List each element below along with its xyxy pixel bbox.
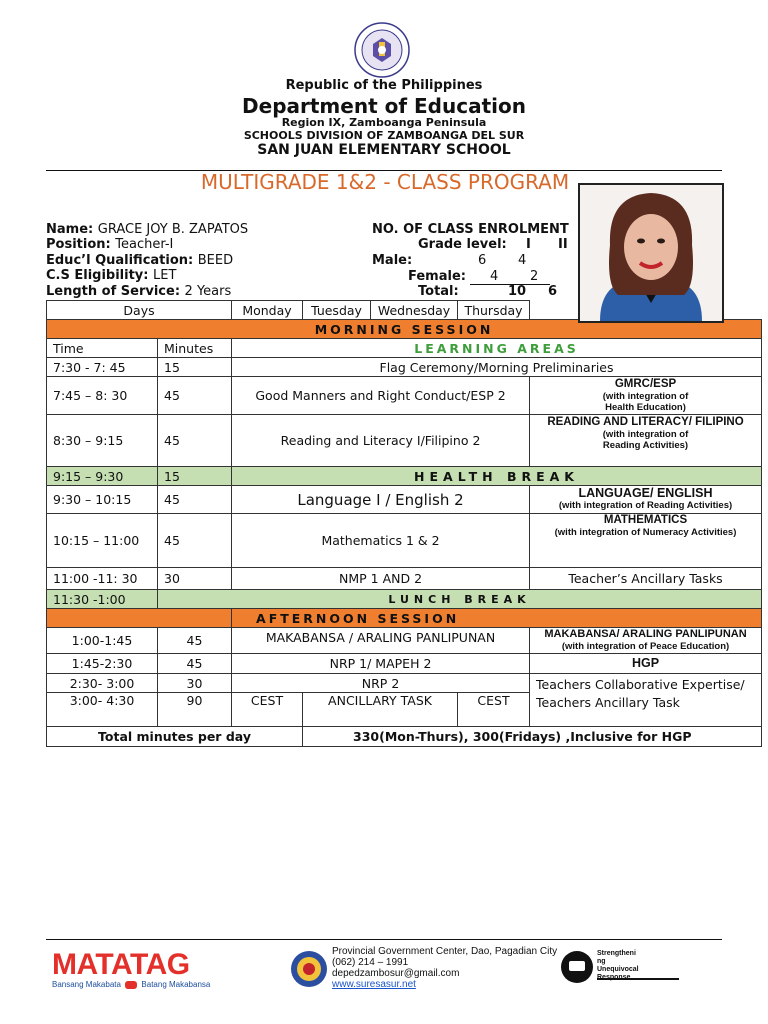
department-heading: Department of Education	[242, 94, 526, 118]
sure-logo-icon	[560, 950, 594, 984]
sure-underline	[597, 978, 679, 980]
position-row: Position: Teacher-I	[46, 237, 174, 252]
table-row: 10:15 – 11:00 45 Mathematics 1 & 2 MATHEMATICS (with integration of Numeracy Activities)	[47, 514, 762, 568]
sure-tagline: Strengtheni ng Unequivocal Response	[597, 950, 639, 981]
grade-level-label: Grade level:	[418, 237, 507, 252]
afternoon-session-row	[47, 609, 762, 628]
minutes-header: Minutes	[158, 339, 232, 358]
table-row: 9:30 – 10:15 45 Language I / English 2 LANGUAGE/ ENGLISH (with integration of Reading Activities)	[47, 486, 762, 514]
teacher-name-row: Name: GRACE JOY B. ZAPATOS	[46, 222, 249, 237]
lunch-break-row: 11:30 -1:00 LUNCH BREAK	[47, 590, 762, 609]
footer-phone: (062) 214 – 1991	[332, 957, 409, 968]
matatag-tagline: Bansang Makabata Batang Makabansa	[52, 980, 211, 989]
table-row: 11:00 -11: 30 30 NMP 1 AND 2 Teacher’s Ancillary Tasks	[47, 568, 762, 590]
grade-2: II	[558, 237, 568, 252]
table-row: 2:30- 3:00 30 NRP 2 Teachers Collaborative Expertise/ Teachers Ancillary Task	[47, 674, 762, 693]
teacher-photo	[578, 183, 724, 323]
table-row: 7:30 - 7: 45 15 Flag Ceremony/Morning Preliminaries	[47, 358, 762, 377]
school-heading: SAN JUAN ELEMENTARY SCHOOL	[257, 142, 511, 158]
footer-contact	[332, 946, 557, 990]
total-grade-2: 6	[548, 284, 558, 299]
footer-address: Provincial Government Center, Dao, Pagadian City	[332, 946, 558, 957]
document-title: MULTIGRADE 1&2 - CLASS PROGRAM	[200, 170, 570, 194]
table-row: 3:00- 4:30 90 CEST ANCILLARY TASK CEST	[47, 693, 762, 727]
division-heading: SCHOOLS DIVISION OF ZAMBOANGA DEL SUR	[243, 129, 525, 142]
day-tuesday: Tuesday	[303, 301, 371, 320]
day-monday: Monday	[232, 301, 303, 320]
morning-session-band: MORNING SESSION	[47, 320, 762, 339]
service-row: Length of Service: 2 Years	[46, 284, 232, 299]
female-grade-1: 4	[490, 269, 499, 284]
qualification-row: Educ’l Qualification: BEED	[46, 253, 234, 268]
column-header-row	[47, 339, 762, 358]
table-row: 1:45-2:30 45 NRP 1/ MAPEH 2 HGP	[47, 654, 762, 674]
learning-areas-header: LEARNING AREAS	[232, 339, 762, 358]
table-row: 8:30 – 9:15 45 Reading and Literacy I/Filipino 2 READING AND LITERACY/ FILIPINO (with integration of Reading Activities)	[47, 415, 762, 467]
health-break-label: HEALTH BREAK	[232, 467, 762, 486]
total-minutes-row: Total minutes per day 330(Mon-Thurs), 300(Fridays) ,Inclusive for HGP	[47, 727, 762, 747]
days-label: Days	[47, 301, 232, 320]
table-row: 1:00-1:45 45 MAKABANSA / ARALING PANLIPUNAN MAKABANSA/ ARALING PANLIPUNAN (with integration of Peace Education)	[47, 628, 762, 654]
male-grade-1: 6	[478, 253, 487, 268]
female-grade-2: 2	[530, 269, 539, 284]
health-break-row: 9:15 – 9:30 15 HEALTH BREAK	[47, 467, 762, 486]
teacher-portrait-image	[580, 185, 722, 321]
heart-icon	[125, 981, 137, 989]
class-program-table	[46, 300, 762, 747]
total-label: Total:	[418, 284, 459, 299]
grade-1: I	[526, 237, 531, 252]
republic-heading: Republic of the Philippines	[285, 78, 483, 93]
table-row: 7:45 – 8: 30 45 Good Manners and Right Conduct/ESP 2 GMRC/ESP (with integration of Health Education)	[47, 377, 762, 415]
footer-website-link[interactable]: www.suresasur.net	[332, 979, 416, 990]
footer-divider	[46, 939, 722, 940]
male-grade-2: 4	[518, 253, 527, 268]
teacher-name: GRACE JOY B. ZAPATOS	[97, 222, 249, 237]
male-label: Male:	[372, 253, 413, 268]
afternoon-session-band: AFTERNOON SESSION	[232, 609, 762, 628]
time-header: Time	[47, 339, 158, 358]
enrolment-title: NO. OF CLASS ENROLMENT	[372, 222, 569, 237]
day-thursday: Thursday	[458, 301, 530, 320]
lunch-break-label: LUNCH BREAK	[158, 590, 762, 609]
region-heading: Region IX, Zamboanga Peninsula	[281, 116, 487, 129]
eligibility-row: C.S Eligibility: LET	[46, 268, 177, 283]
footer-email: depedzambosur@gmail.com	[332, 968, 460, 979]
female-label: Female:	[408, 269, 466, 284]
total-grade-1: 10	[508, 284, 527, 299]
matatag-logo: MATATAG	[52, 948, 190, 981]
deped-seal-logo	[354, 22, 410, 78]
day-wednesday: Wednesday	[371, 301, 458, 320]
division-seal-icon	[290, 950, 328, 988]
